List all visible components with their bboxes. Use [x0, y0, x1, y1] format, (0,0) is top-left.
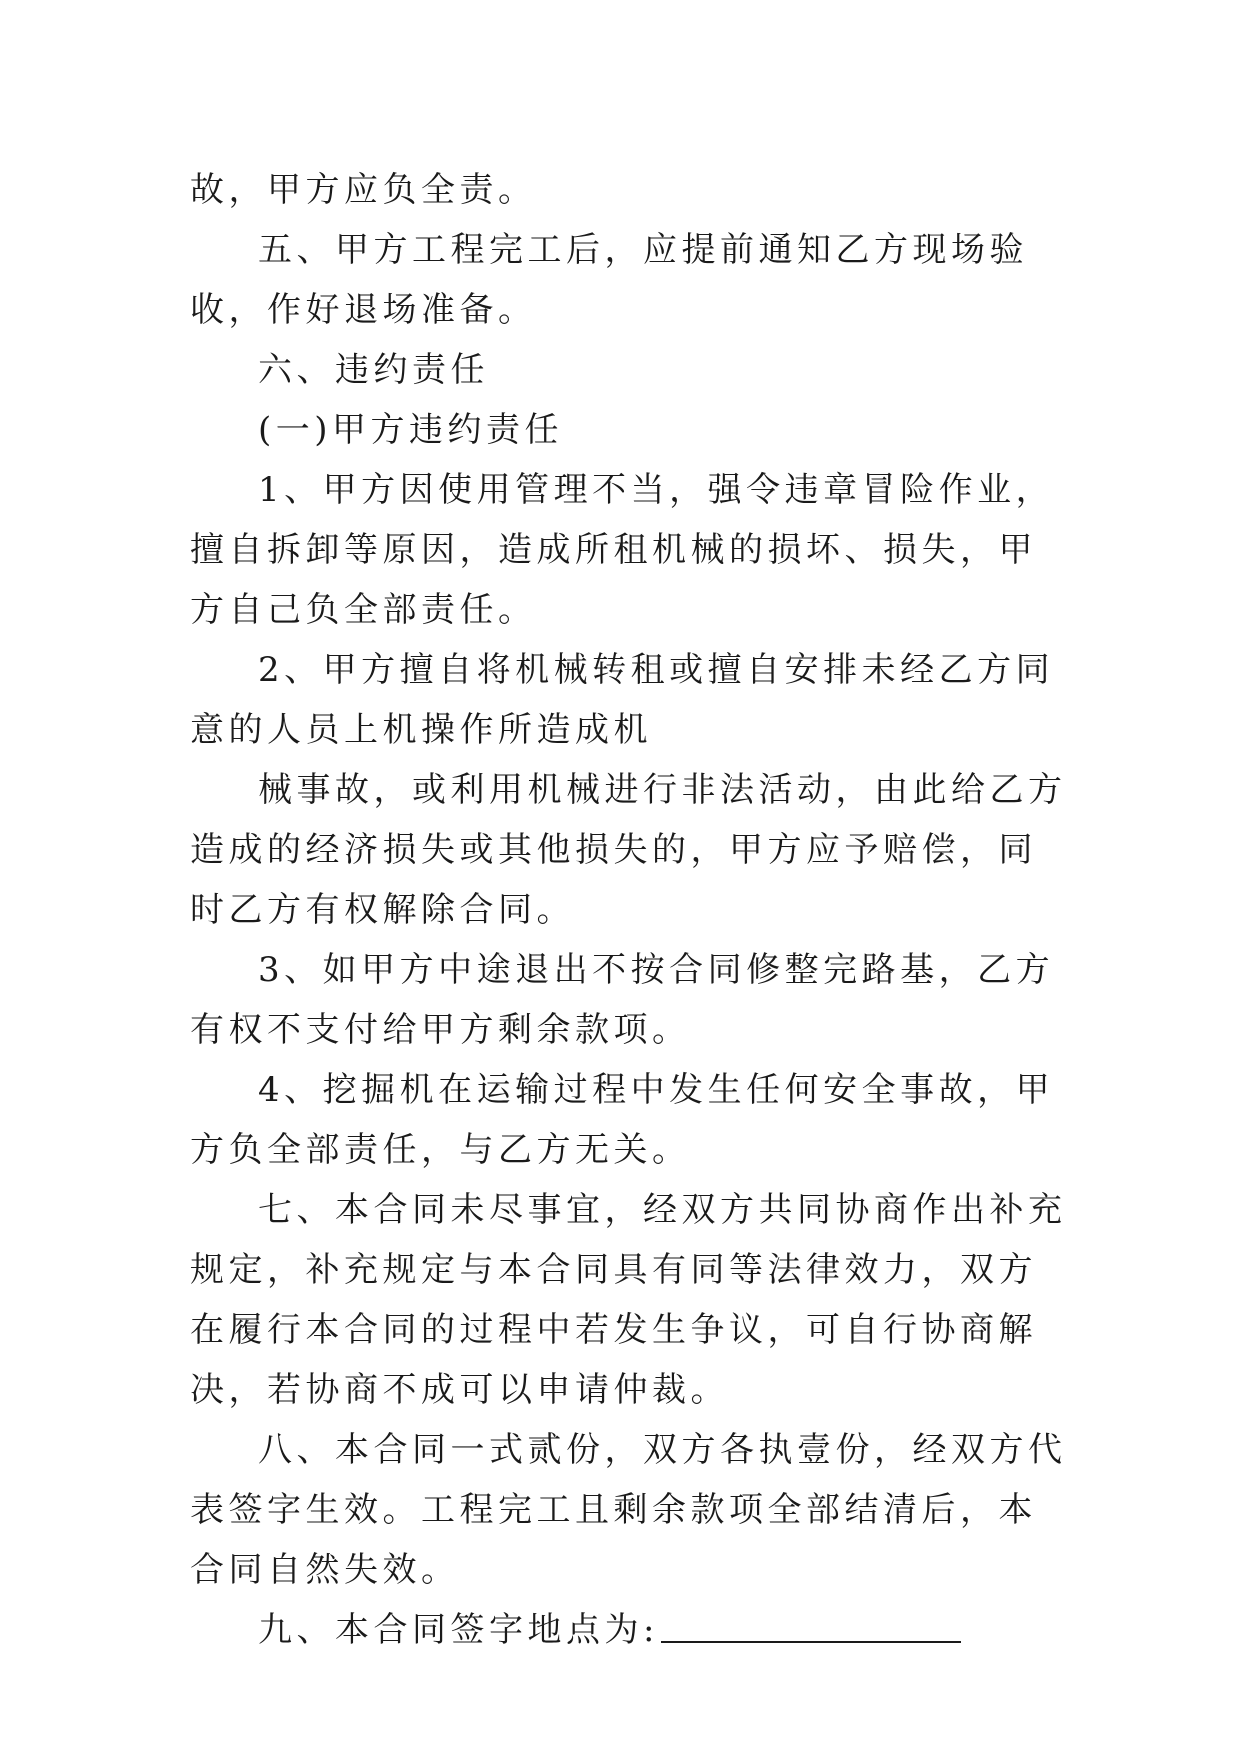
signing-place-line [190, 1600, 1070, 1660]
subsection-heading: (一)甲方违约责任 [258, 410, 564, 450]
paragraph: 1、甲方因使用管理不当，强令违章冒险作业，擅自拆卸等原因，造成所租机械的损坏、损失，甲方自己负全部责任。 [190, 470, 1055, 630]
paragraph: 2、甲方擅自将机械转租或擅自安排未经乙方同意的人员上机操作所造成机 [190, 650, 1055, 750]
signing-place-blank [661, 1641, 961, 1643]
paragraph: 械事故，或利用机械进行非法活动，由此给乙方造成的经济损失或其他损失的，甲方应予赔偿，同时乙方有权解除合同。 [190, 770, 1067, 930]
paragraph: 七、本合同未尽事宜，经双方共同协商作出补充规定，补充规定与本合同具有同等法律效力，双方在履行本合同的过程中若发生争议，可自行协商解决，若协商不成可以申请仲裁。 [190, 1190, 1067, 1410]
section-heading: 六、违约责任 [258, 350, 489, 390]
signing-place-label: 九、本合同签字地点为: [258, 1610, 659, 1650]
paragraph: 五、甲方工程完工后，应提前通知乙方现场验收，作好退场准备。 [190, 230, 1028, 330]
paragraph: 4、挖掘机在运输过程中发生任何安全事故，甲方负全部责任，与乙方无关。 [190, 1070, 1055, 1170]
paragraph: 八、本合同一式贰份，双方各执壹份，经双方代表签字生效。工程完工且剩余款项全部结清后，本合同自然失效。 [190, 1430, 1067, 1590]
paragraph: 故，甲方应负全责。 [190, 170, 537, 210]
document-body [190, 160, 1070, 1660]
paragraph: 3、如甲方中途退出不按合同修整完路基，乙方有权不支付给甲方剩余款项。 [190, 950, 1055, 1050]
